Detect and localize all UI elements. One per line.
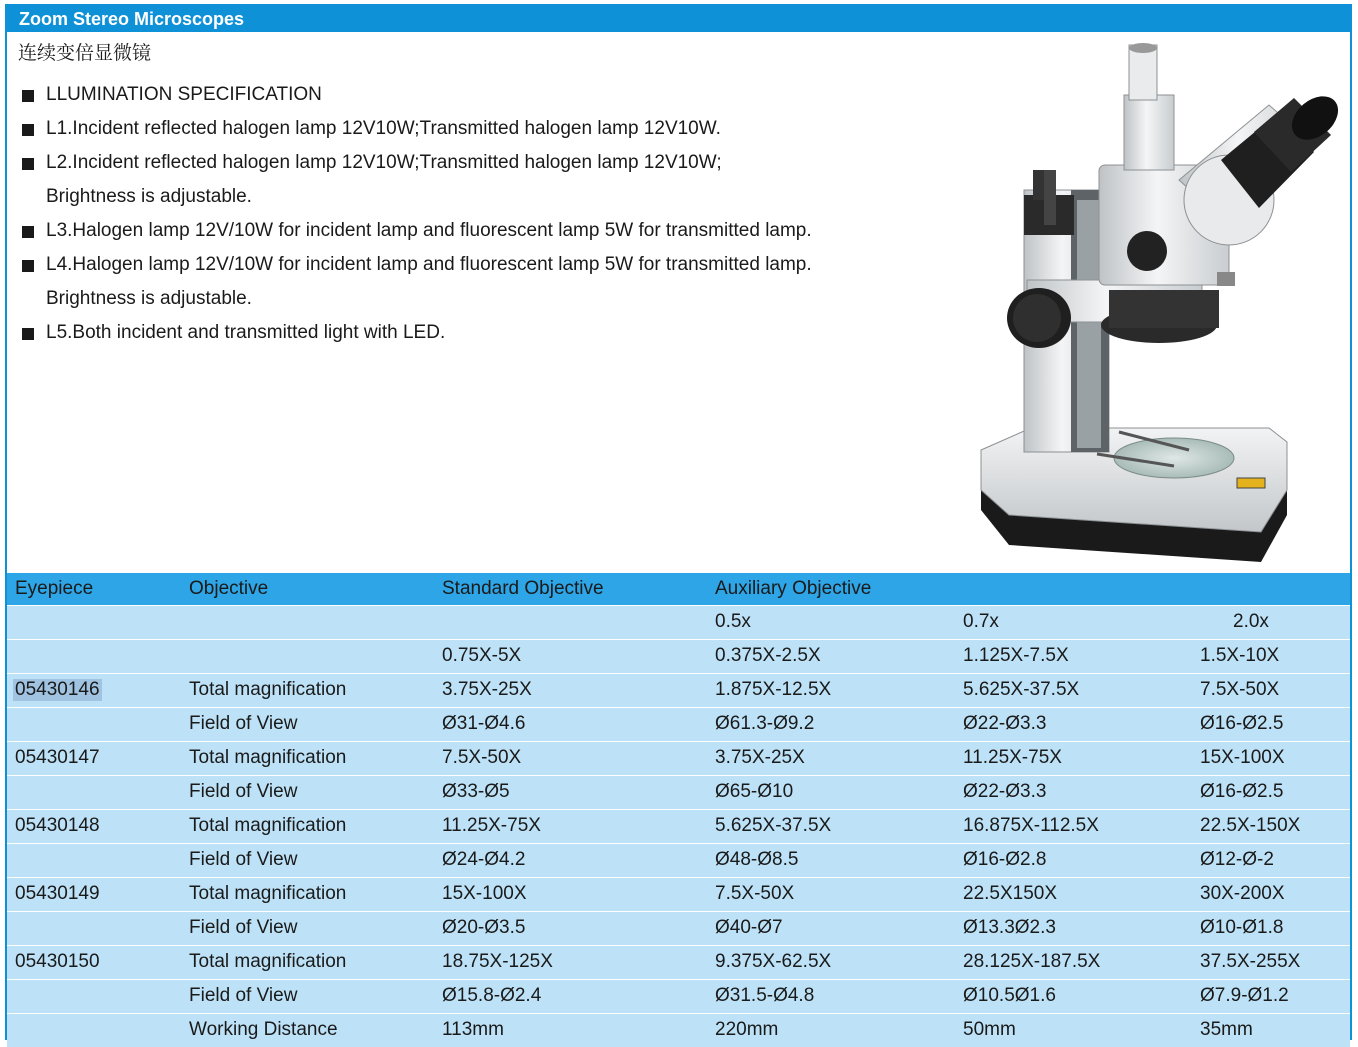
cell-eyepiece: 05430146 [15,679,100,700]
cell-aux-0-5x: 7.5X-50X [715,883,795,904]
cell-aux-2-0x: 37.5X-255X [1200,951,1301,972]
square-bullet-icon [22,158,34,170]
cell-aux-2-0x: 22.5X-150X [1200,815,1301,836]
spec-text: LLUMINATION SPECIFICATION [46,84,322,105]
spec-item [19,180,949,214]
table-row [7,707,1350,741]
spec-text: L1.Incident reflected halogen lamp 12V10W;Transmitted halogen lamp 12V10W. [46,118,721,139]
cell-objective: Field of View [189,985,298,1006]
header-auxiliary-objective: Auxiliary Objective [715,578,872,599]
cell-objective: Field of View [189,781,298,802]
cell-aux-0-5x: Ø31.5-Ø4.8 [715,985,815,1006]
square-bullet-icon [22,328,34,340]
cell-aux-2-0x: Ø12-Ø-2 [1200,849,1274,870]
square-bullet-icon [22,90,34,102]
cell-aux-0-5x: 1.875X-12.5X [715,679,832,700]
cell-objective: Total magnification [189,815,347,836]
cell-aux-0-5x: Ø48-Ø8.5 [715,849,799,870]
square-bullet-icon [22,124,34,136]
chinese-subtitle: 连续变倍显微镜 [18,42,152,64]
cell-standard: Ø31-Ø4.6 [442,713,526,734]
cell-aux-2-0x: 35mm [1200,1019,1253,1040]
table-row [7,979,1350,1013]
table-row [7,911,1350,945]
cell-aux-0-5x: Ø61.3-Ø9.2 [715,713,815,734]
cell-standard: 11.25X-75X [442,815,541,836]
cell-aux-0-7x: 50mm [963,1019,1016,1040]
cell-aux-0-7x: 22.5X150X [963,883,1058,904]
cell-aux-0-7x: Ø22-Ø3.3 [963,781,1047,802]
table-row [7,673,1350,707]
spec-text: Brightness is adjustable. [46,288,252,309]
cell-aux-0-7x: Ø16-Ø2.8 [963,849,1047,870]
cell-aux-0-7x: Ø10.5Ø1.6 [963,985,1056,1006]
cell-aux-2-0x: Ø7.9-Ø1.2 [1200,985,1289,1006]
spec-item [19,146,949,180]
header-objective: Objective [189,578,269,599]
spec-item [19,112,949,146]
table-row [7,877,1350,911]
cell-standard: 15X-100X [442,883,527,904]
cell-aux-2-0x: Ø10-Ø1.8 [1200,917,1284,938]
cell-standard: 3.75X-25X [442,679,532,700]
cell-aux-0-5x: Ø65-Ø10 [715,781,794,802]
cell-standard: 18.75X-125X [442,951,553,972]
spec-text: L5.Both incident and transmitted light with LED. [46,322,446,343]
illumination-spec-list [19,78,949,350]
cell-aux-0-7x: Ø13.3Ø2.3 [963,917,1056,938]
cell-objective: Total magnification [189,747,347,768]
page-title: Zoom Stereo Microscopes [19,9,245,29]
cell-aux-2-0x: 30X-200X [1200,883,1285,904]
cell-standard: Ø33-Ø5 [442,781,510,802]
cell-objective: Working Distance [189,1019,338,1040]
table-row [7,741,1350,775]
square-bullet-icon [22,226,34,238]
cell-standard: Ø15.8-Ø2.4 [442,985,542,1006]
cell-aux-0-5x: 5.625X-37.5X [715,815,832,836]
cell-eyepiece: 05430148 [15,815,100,836]
cell-eyepiece: 05430149 [15,883,100,904]
cell-eyepiece: 05430147 [15,747,100,768]
cell-aux-0-7x: 5.625X-37.5X [963,679,1080,700]
spec-text: L3.Halogen lamp 12V/10W for incident lamp and fluorescent lamp 5W for transmitted lamp. [46,220,812,241]
spec-text: L4.Halogen lamp 12V/10W for incident lamp and fluorescent lamp 5W for transmitted lamp. [46,254,812,275]
table-header-row [7,573,1350,605]
stereo-microscope-icon [969,40,1349,570]
spec-text: Brightness is adjustable. [46,186,252,207]
document-frame [5,4,1352,1040]
header-eyepiece: Eyepiece [15,578,94,599]
cell-standard: 113mm [442,1019,504,1040]
spec-item [19,78,949,112]
cell-aux-2-0x: Ø16-Ø2.5 [1200,713,1284,734]
spec-item [19,248,949,282]
cell-standard: 7.5X-50X [442,747,522,768]
cell-objective: Field of View [189,917,298,938]
cell-standard: Ø24-Ø4.2 [442,849,526,870]
aux-label-0-7x: 0.7x [963,611,999,632]
cell-aux-0-5x: 9.375X-62.5X [715,951,832,972]
aux-label-0-5x: 0.5x [715,611,751,632]
range-aux-2-0x: 1.5X-10X [1200,645,1280,666]
cell-aux-0-7x: 28.125X-187.5X [963,951,1101,972]
cell-aux-0-5x: Ø40-Ø7 [715,917,783,938]
table-row [7,843,1350,877]
magnification-range-row [7,639,1350,673]
range-aux-0-5x: 0.375X-2.5X [715,645,821,666]
title-bar [7,6,1350,32]
cell-objective: Field of View [189,713,298,734]
cell-objective: Total magnification [189,679,347,700]
cell-objective: Total magnification [189,883,347,904]
cell-aux-0-5x: 3.75X-25X [715,747,805,768]
spec-text: L2.Incident reflected halogen lamp 12V10W;Transmitted halogen lamp 12V10W; [46,152,722,173]
cell-aux-0-5x: 220mm [715,1019,779,1040]
cell-aux-2-0x: 15X-100X [1200,747,1285,768]
cell-aux-2-0x: Ø16-Ø2.5 [1200,781,1284,802]
cell-objective: Total magnification [189,951,347,972]
cell-aux-0-7x: 16.875X-112.5X [963,815,1099,836]
table-row [7,775,1350,809]
cell-aux-0-7x: Ø22-Ø3.3 [963,713,1047,734]
table-row [7,809,1350,843]
header-standard-objective: Standard Objective [442,578,604,599]
square-bullet-icon [22,260,34,272]
cell-eyepiece: 05430150 [15,951,100,972]
cell-aux-2-0x: 7.5X-50X [1200,679,1280,700]
table-row [7,945,1350,979]
range-standard: 0.75X-5X [442,645,522,666]
spec-item [19,316,949,350]
cell-standard: Ø20-Ø3.5 [442,917,526,938]
spec-item [19,214,949,248]
spec-item [19,282,949,316]
aux-label-2-0x: 2.0x [1233,611,1269,632]
aux-labels-row [7,605,1350,639]
cell-objective: Field of View [189,849,298,870]
range-aux-0-7x: 1.125X-7.5X [963,645,1069,666]
table-row [7,1013,1350,1047]
cell-aux-0-7x: 11.25X-75X [963,747,1062,768]
